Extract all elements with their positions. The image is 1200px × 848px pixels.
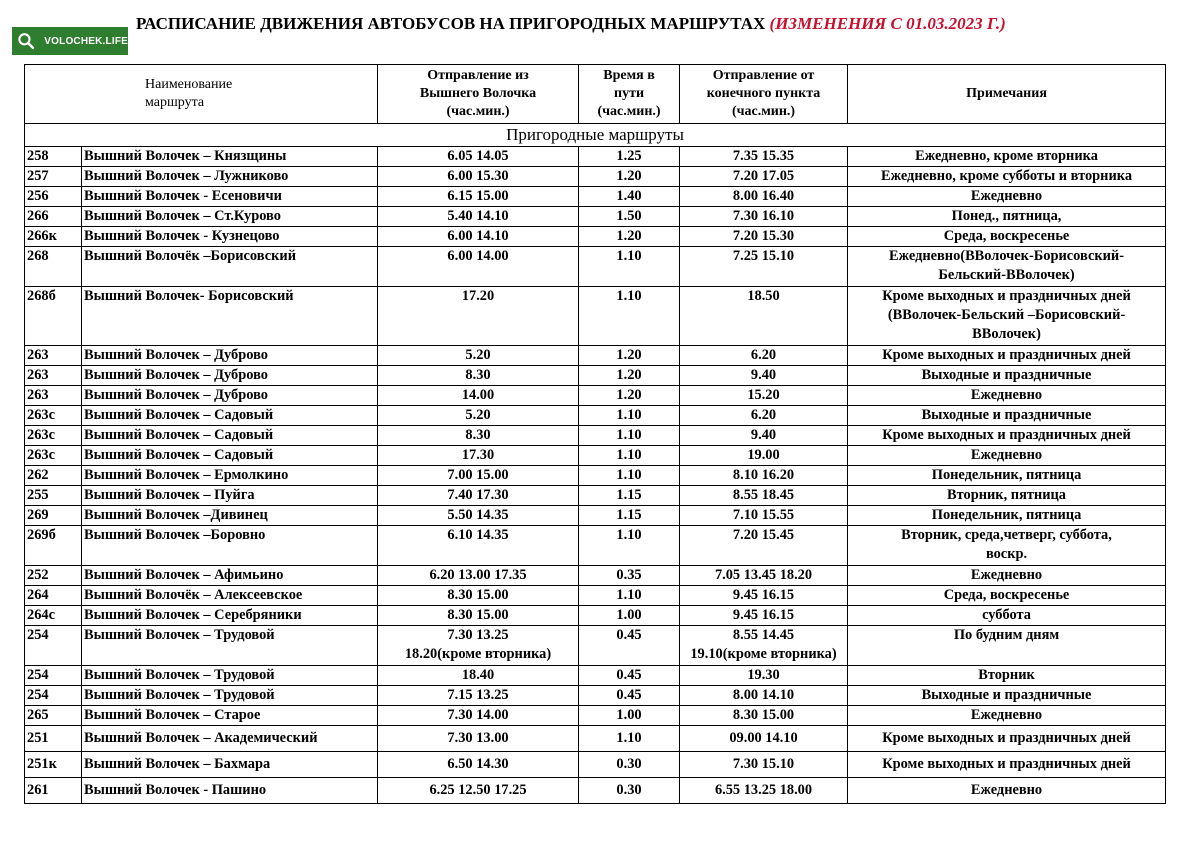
route-number: 257	[25, 167, 82, 187]
travel-time: 1.10	[579, 586, 680, 606]
route-note: Выходные и праздничные	[848, 686, 1166, 706]
table-row	[25, 287, 1166, 346]
route-note: Кроме выходных и праздничных дней (ВВолочек-Бельский –Борисовский- ВВолочек)	[848, 287, 1166, 346]
travel-time: 1.10	[579, 446, 680, 466]
departure-times: 6.15 15.00	[378, 187, 579, 207]
route-name: Вышний Волочек – Садовый	[82, 406, 378, 426]
table-row	[25, 666, 1166, 686]
schedule-table	[24, 64, 1166, 804]
travel-time: 1.10	[579, 406, 680, 426]
route-note: Среда, воскресенье	[848, 227, 1166, 247]
return-times: 6.20	[680, 346, 848, 366]
search-icon	[16, 29, 36, 53]
departure-times: 6.00 14.10	[378, 227, 579, 247]
return-times: 8.55 14.45 19.10(кроме вторника)	[680, 626, 848, 666]
route-note: Выходные и праздничные	[848, 406, 1166, 426]
travel-time: 0.30	[579, 778, 680, 804]
travel-time: 1.20	[579, 386, 680, 406]
return-times: 8.30 15.00	[680, 706, 848, 726]
departure-times: 8.30	[378, 426, 579, 446]
travel-time: 1.00	[579, 706, 680, 726]
return-times: 6.20	[680, 406, 848, 426]
table-row	[25, 566, 1166, 586]
route-note: Ежедневно	[848, 386, 1166, 406]
travel-time: 0.30	[579, 752, 680, 778]
return-times: 9.40	[680, 366, 848, 386]
route-name: Вышний Волочек – Бахмара	[82, 752, 378, 778]
route-name: Вышний Волочек – Лужниково	[82, 167, 378, 187]
route-number: 263с	[25, 426, 82, 446]
departure-times: 7.30 14.00	[378, 706, 579, 726]
route-number: 255	[25, 486, 82, 506]
route-note: Среда, воскресенье	[848, 586, 1166, 606]
return-times: 8.00 14.10	[680, 686, 848, 706]
route-number: 256	[25, 187, 82, 207]
col-header-return: Отправление от конечного пункта (час.мин.)	[680, 65, 848, 124]
route-name: Вышний Волочек – Старое	[82, 706, 378, 726]
return-times: 8.00 16.40	[680, 187, 848, 207]
return-times: 7.20 15.30	[680, 227, 848, 247]
route-number: 263	[25, 346, 82, 366]
table-row	[25, 207, 1166, 227]
route-note: Кроме выходных и праздничных дней	[848, 346, 1166, 366]
route-note: Вторник, среда,четверг, суббота, воскр.	[848, 526, 1166, 566]
route-number: 254	[25, 626, 82, 666]
route-name: Вышний Волочек – Садовый	[82, 446, 378, 466]
return-times: 15.20	[680, 386, 848, 406]
departure-times: 5.50 14.35	[378, 506, 579, 526]
route-name: Вышний Волочек – Князщины	[82, 147, 378, 167]
route-name: Вышний Волочёк – Алексеевское	[82, 586, 378, 606]
departure-times: 7.30 13.00	[378, 726, 579, 752]
table-row	[25, 506, 1166, 526]
route-number: 269	[25, 506, 82, 526]
travel-time: 1.20	[579, 346, 680, 366]
route-name: Вышний Волочек - Кузнецово	[82, 227, 378, 247]
header-row	[25, 65, 1166, 124]
route-number: 254	[25, 666, 82, 686]
departure-times: 17.30	[378, 446, 579, 466]
departure-times: 6.00 14.00	[378, 247, 579, 287]
route-note: Кроме выходных и праздничных дней	[848, 752, 1166, 778]
route-name: Вышний Волочек – Академический	[82, 726, 378, 752]
route-name: Вышний Волочек – Дуброво	[82, 346, 378, 366]
return-times: 7.20 15.45	[680, 526, 848, 566]
section-row	[25, 124, 1166, 147]
route-note: суббота	[848, 606, 1166, 626]
route-number: 252	[25, 566, 82, 586]
route-note: По будним дням	[848, 626, 1166, 666]
departure-times: 6.00 15.30	[378, 167, 579, 187]
departure-times: 5.20	[378, 346, 579, 366]
return-times: 7.35 15.35	[680, 147, 848, 167]
route-note: Вторник, пятница	[848, 486, 1166, 506]
route-note: Понедельник, пятница	[848, 466, 1166, 486]
route-number: 263с	[25, 406, 82, 426]
route-note: Ежедневно, кроме субботы и вторника	[848, 167, 1166, 187]
table-row	[25, 426, 1166, 446]
route-number: 263	[25, 386, 82, 406]
route-name: Вышний Волочек – Трудовой	[82, 666, 378, 686]
departure-times: 6.05 14.05	[378, 147, 579, 167]
travel-time: 1.00	[579, 606, 680, 626]
departure-times: 8.30 15.00	[378, 606, 579, 626]
return-times: 7.05 13.45 18.20	[680, 566, 848, 586]
route-number: 266	[25, 207, 82, 227]
route-number: 268б	[25, 287, 82, 346]
route-number: 258	[25, 147, 82, 167]
return-times: 9.40	[680, 426, 848, 446]
departure-times: 7.00 15.00	[378, 466, 579, 486]
route-name: Вышний Волочек – Дуброво	[82, 386, 378, 406]
return-times: 6.55 13.25 18.00	[680, 778, 848, 804]
return-times: 8.10 16.20	[680, 466, 848, 486]
return-times: 09.00 14.10	[680, 726, 848, 752]
travel-time: 1.20	[579, 227, 680, 247]
route-note: Ежедневно	[848, 446, 1166, 466]
route-name: Вышний Волочёк –Борисовский	[82, 247, 378, 287]
route-name: Вышний Волочек – Ермолкино	[82, 466, 378, 486]
route-number: 265	[25, 706, 82, 726]
departure-times: 7.40 17.30	[378, 486, 579, 506]
table-row	[25, 606, 1166, 626]
return-times: 7.20 17.05	[680, 167, 848, 187]
route-note: Понед., пятница,	[848, 207, 1166, 227]
travel-time: 1.40	[579, 187, 680, 207]
route-number: 261	[25, 778, 82, 804]
departure-times: 6.20 13.00 17.35	[378, 566, 579, 586]
route-number: 269б	[25, 526, 82, 566]
departure-times: 14.00	[378, 386, 579, 406]
route-note: Ежедневно	[848, 778, 1166, 804]
page-title	[136, 8, 1186, 40]
table-row	[25, 586, 1166, 606]
route-number: 263с	[25, 446, 82, 466]
route-note: Вторник	[848, 666, 1166, 686]
departure-times: 5.40 14.10	[378, 207, 579, 227]
logo-text: VOLOCHEK.LIFE	[44, 35, 128, 47]
table-row	[25, 752, 1166, 778]
table-row	[25, 778, 1166, 804]
route-name: Вышний Волочек – Садовый	[82, 426, 378, 446]
departure-times: 6.25 12.50 17.25	[378, 778, 579, 804]
table-row	[25, 187, 1166, 207]
route-note: Ежедневно	[848, 566, 1166, 586]
table-row	[25, 726, 1166, 752]
route-name: Вышний Волочек - Пашино	[82, 778, 378, 804]
table-row	[25, 366, 1166, 386]
departure-times: 18.40	[378, 666, 579, 686]
route-number: 264с	[25, 606, 82, 626]
return-times: 19.30	[680, 666, 848, 686]
return-times: 7.30 16.10	[680, 207, 848, 227]
table-row	[25, 227, 1166, 247]
travel-time: 0.45	[579, 666, 680, 686]
table-row	[25, 346, 1166, 366]
route-number: 263	[25, 366, 82, 386]
travel-time: 0.45	[579, 626, 680, 666]
route-number: 251к	[25, 752, 82, 778]
table-row	[25, 446, 1166, 466]
travel-time: 1.20	[579, 366, 680, 386]
departure-times: 6.50 14.30	[378, 752, 579, 778]
route-name: Вышний Волочек – Афимьино	[82, 566, 378, 586]
return-times: 7.25 15.10	[680, 247, 848, 287]
table-row	[25, 526, 1166, 566]
table-row	[25, 406, 1166, 426]
travel-time: 0.45	[579, 686, 680, 706]
col-header-route: Наименование маршрута	[25, 65, 378, 124]
route-name: Вышний Волочек – Трудовой	[82, 626, 378, 666]
route-name: Вышний Волочек – Пуйга	[82, 486, 378, 506]
title-text: РАСПИСАНИЕ ДВИЖЕНИЯ АВТОБУСОВ НА ПРИГОРОДНЫХ МАРШРУТАХ	[136, 14, 766, 33]
route-name: Вышний Волочек – Серебряники	[82, 606, 378, 626]
table-row	[25, 386, 1166, 406]
route-name: Вышний Волочек - Есеновичи	[82, 187, 378, 207]
departure-times: 7.15 13.25	[378, 686, 579, 706]
travel-time: 0.35	[579, 566, 680, 586]
route-name: Вышний Волочек – Ст.Курово	[82, 207, 378, 227]
return-times: 9.45 16.15	[680, 606, 848, 626]
departure-times: 8.30	[378, 366, 579, 386]
route-name: Вышний Волочек –Дивинец	[82, 506, 378, 526]
route-note: Ежедневно(ВВолочек-Борисовский- Бельский-ВВолочек)	[848, 247, 1166, 287]
travel-time: 1.10	[579, 466, 680, 486]
travel-time: 1.10	[579, 287, 680, 346]
departure-times: 8.30 15.00	[378, 586, 579, 606]
table-row	[25, 167, 1166, 187]
table-row	[25, 486, 1166, 506]
route-number: 251	[25, 726, 82, 752]
travel-time: 1.20	[579, 167, 680, 187]
route-number: 254	[25, 686, 82, 706]
departure-times: 17.20	[378, 287, 579, 346]
return-times: 7.30 15.10	[680, 752, 848, 778]
return-times: 8.55 18.45	[680, 486, 848, 506]
table-row	[25, 686, 1166, 706]
route-note: Кроме выходных и праздничных дней	[848, 726, 1166, 752]
return-times: 19.00	[680, 446, 848, 466]
table-row	[25, 466, 1166, 486]
travel-time: 1.10	[579, 426, 680, 446]
site-logo[interactable]	[12, 27, 128, 55]
section-title: Пригородные маршруты	[25, 124, 1166, 147]
departure-times: 7.30 13.25 18.20(кроме вторника)	[378, 626, 579, 666]
table-row	[25, 626, 1166, 666]
travel-time: 1.15	[579, 486, 680, 506]
departure-times: 5.20	[378, 406, 579, 426]
changes-date: (ИЗМЕНЕНИЯ С 01.03.2023 Г.)	[769, 14, 1006, 33]
return-times: 7.10 15.55	[680, 506, 848, 526]
route-name: Вышний Волочек –Боровно	[82, 526, 378, 566]
route-number: 264	[25, 586, 82, 606]
route-note: Ежедневно	[848, 187, 1166, 207]
col-header-departure: Отправление из Вышнего Волочка (час.мин.)	[378, 65, 579, 124]
col-header-travel-time: Время в пути (час.мин.)	[579, 65, 680, 124]
route-note: Понедельник, пятница	[848, 506, 1166, 526]
route-number: 266к	[25, 227, 82, 247]
table-row	[25, 706, 1166, 726]
route-name: Вышний Волочек- Борисовский	[82, 287, 378, 346]
travel-time: 1.10	[579, 526, 680, 566]
route-note: Выходные и праздничные	[848, 366, 1166, 386]
table-row	[25, 247, 1166, 287]
route-name: Вышний Волочек – Трудовой	[82, 686, 378, 706]
route-note: Ежедневно, кроме вторника	[848, 147, 1166, 167]
route-number: 262	[25, 466, 82, 486]
travel-time: 1.50	[579, 207, 680, 227]
route-number: 268	[25, 247, 82, 287]
route-name: Вышний Волочек – Дуброво	[82, 366, 378, 386]
departure-times: 6.10 14.35	[378, 526, 579, 566]
col-header-notes: Примечания	[848, 65, 1166, 124]
return-times: 18.50	[680, 287, 848, 346]
return-times: 9.45 16.15	[680, 586, 848, 606]
travel-time: 1.10	[579, 247, 680, 287]
travel-time: 1.15	[579, 506, 680, 526]
route-note: Ежедневно	[848, 706, 1166, 726]
travel-time: 1.25	[579, 147, 680, 167]
route-note: Кроме выходных и праздничных дней	[848, 426, 1166, 446]
table-row	[25, 147, 1166, 167]
travel-time: 1.10	[579, 726, 680, 752]
